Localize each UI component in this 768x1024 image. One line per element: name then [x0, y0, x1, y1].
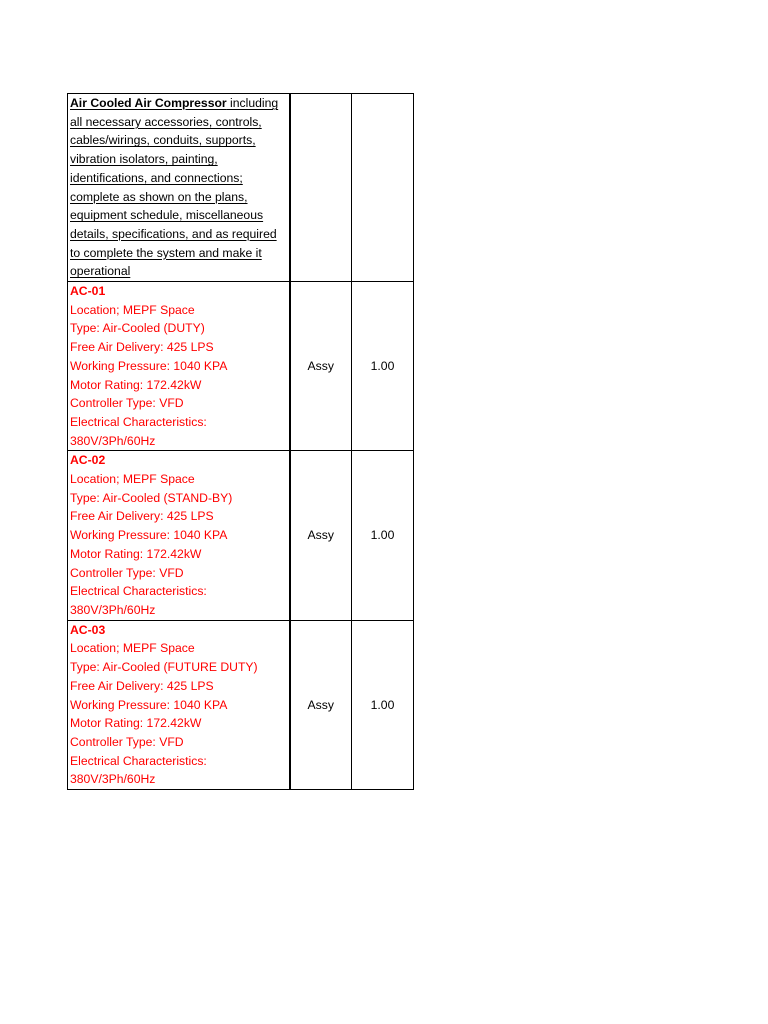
header-description-cell[interactable] [68, 94, 290, 282]
header-qty-cell[interactable] [352, 94, 414, 282]
item-unit-cell[interactable]: Assy [290, 282, 352, 451]
item-row [68, 282, 414, 451]
header-line-text: including [226, 96, 279, 110]
item-spec-line: Free Air Delivery: 425 LPS [70, 340, 214, 355]
header-line: identifications, and connections; [70, 170, 243, 185]
item-qty-cell[interactable]: 1.00 [352, 620, 414, 789]
item-code: AC-02 [70, 453, 106, 468]
item-description-cell[interactable] [68, 451, 290, 620]
item-spec-line: Location; MEPF Space [70, 472, 195, 487]
item-spec-line: Location; MEPF Space [70, 641, 195, 656]
bill-of-quantities-table [67, 93, 414, 790]
item-unit-cell[interactable]: Assy [290, 620, 352, 789]
item-spec-line: Location; MEPF Space [70, 302, 195, 317]
item-unit-cell[interactable]: Assy [290, 451, 352, 620]
item-qty-cell[interactable]: 1.00 [352, 451, 414, 620]
item-row [68, 451, 414, 620]
item-spec-line: Type: Air-Cooled (STAND-BY) [70, 490, 233, 505]
item-code: AC-01 [70, 284, 106, 299]
header-line [70, 94, 289, 113]
header-line: operational [70, 264, 131, 279]
item-spec-line: 380V/3Ph/60Hz [70, 602, 156, 617]
header-line: to complete the system and make it [70, 245, 262, 260]
header-title: Air Cooled Air Compressor [70, 96, 227, 110]
item-spec-line: Motor Rating: 172.42kW [70, 546, 202, 561]
item-code: AC-03 [70, 622, 106, 637]
header-line: vibration isolators, painting, [70, 152, 218, 167]
item-spec-line: Free Air Delivery: 425 LPS [70, 678, 214, 693]
header-line: all necessary accessories, controls, [70, 114, 262, 129]
item-spec-line: Motor Rating: 172.42kW [70, 716, 202, 731]
item-spec-line: Working Pressure: 1040 KPA [70, 358, 228, 373]
item-spec-line: Working Pressure: 1040 KPA [70, 697, 228, 712]
header-unit-cell[interactable] [290, 94, 352, 282]
item-qty-cell[interactable]: 1.00 [352, 282, 414, 451]
item-spec-line: Electrical Characteristics: [70, 584, 207, 599]
header-line: details, specifications, and as required [70, 226, 277, 241]
item-spec-line: 380V/3Ph/60Hz [70, 772, 156, 787]
item-spec-line: Working Pressure: 1040 KPA [70, 528, 228, 543]
header-row [68, 94, 414, 282]
item-spec-line: Electrical Characteristics: [70, 753, 207, 768]
item-row [68, 620, 414, 789]
table-body [68, 94, 414, 790]
item-spec-line: Controller Type: VFD [70, 565, 184, 580]
item-spec-line: Type: Air-Cooled (FUTURE DUTY) [70, 660, 258, 675]
item-spec-line: Free Air Delivery: 425 LPS [70, 509, 214, 524]
item-spec-line: Type: Air-Cooled (DUTY) [70, 321, 205, 336]
item-spec-line: Controller Type: VFD [70, 734, 184, 749]
item-spec-line: Motor Rating: 172.42kW [70, 377, 202, 392]
item-description-cell[interactable] [68, 620, 290, 789]
item-spec-line: Controller Type: VFD [70, 396, 184, 411]
item-spec-line: Electrical Characteristics: [70, 414, 207, 429]
header-line: complete as shown on the plans, [70, 189, 248, 204]
header-line: equipment schedule, miscellaneous [70, 208, 264, 223]
item-description-cell[interactable] [68, 282, 290, 451]
item-spec-line: 380V/3Ph/60Hz [70, 433, 156, 448]
header-line: cables/wirings, conduits, supports, [70, 133, 256, 148]
